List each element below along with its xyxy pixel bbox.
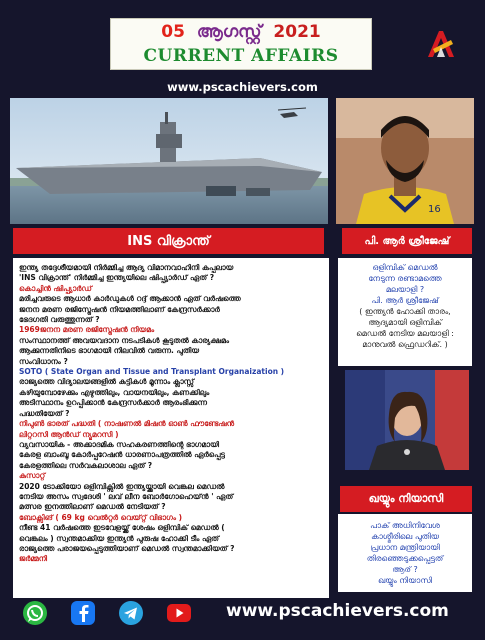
telegram-icon[interactable] [118,600,144,626]
sreejesh-photo [336,98,474,224]
question-text: കാശ്മീരിലെ പുതിയ [371,532,439,541]
question-text: 'INS വിക്രാന്ത്' നിർമ്മിച്ച ഇന്ത്യയിലെ ഷിപ്പ്യാർഡ് ഏത് ? [19,273,215,283]
header-date [111,22,371,42]
sreejesh-info-panel [338,258,472,366]
question-text: ഖയ്യും നിയാസി [377,576,433,585]
sreejesh-info-text [338,258,472,350]
question-text: കഴിയുമ്പോഴേക്കും എഴുത്തിലും, വായനയിലും, കണക്കിലും [19,387,210,397]
question-text: തിരഞ്ഞെടുക്കപ്പെട്ടത് [366,554,444,563]
question-text: ഭേദഗതി വരുത്തുന്നത് ? [19,315,100,325]
answer-text: കൊച്ചിൻ ഷിപ്പ്യാർഡ് [19,283,92,293]
youtube-icon[interactable] [166,600,192,626]
question-text: ആക്കുന്നതിനിടെ ഭാഗമായി നിലവിൽ വരുന്ന. പുതിയ [19,346,200,356]
date-year: 2021 [273,22,321,42]
facebook-icon[interactable] [70,600,96,626]
question-text: ജനന മരണ രജിസ്ട്രേഷൻ നിയമത്തിലാണ് കേന്ദ്രസർക്കാർ [19,304,220,314]
question-text: പി. ആർ ശ്രീജേഷ് [371,296,439,305]
question-text: മലയാളി ? [385,285,425,294]
question-text: കേരളത്തിലെ സർവകലാശാല ഏത് ? [19,460,153,470]
question-text: നേടുന്ന രണ്ടാമത്തെ [368,274,442,283]
answer-text: കുസാറ്റ് [19,471,46,481]
question-text: മരിച്ചവരുടെ ആധാർ കാർഡുകൾ റദ്ദ് ആക്കാൻ ഏത് വർഷത്തെ [19,294,241,304]
question-text: ആര് ? [392,565,418,574]
question-text: വ്യവസായിക - അക്കാദമിക സഹകരണത്തിന്റെ ഭാഗമായി [19,439,219,449]
question-text: നീണ്ട 41 വർഷത്തെ ഇടവേളയ്ക്ക് ശേഷം ഒളിമ്പിക് മെഡൽ ( [19,523,225,533]
question-text: ആദ്യമായി ഒളിമ്പിക് [368,318,442,327]
question-text: സംവിധാനം ? [19,356,68,366]
whatsapp-icon[interactable] [22,600,48,626]
brand-logo-icon [424,27,458,61]
svg-text:16: 16 [428,204,441,215]
question-text: നേടിയ അസം സ്വദേശി ' ലവ്‌ ലീന ബോർഗോഹെയ്ൻ ' ഏത് [19,491,234,501]
questions-panel [13,258,329,598]
question-text: സംസ്ഥാനത്ത് അവയവദാന നടപടികൾ കൂടുതൽ കാര്യക്ഷമം [19,335,229,345]
khayyum-info-panel [338,514,472,592]
question-text: മാനുവൽ ഫ്രെഡറിക്. ) [362,340,448,349]
date-month: ആഗസ്റ്റ് [196,22,262,42]
question-text: വെങ്കലം ) സ്വന്തമാക്കിയ ഇന്ത്യൻ പുരുഷ ഹോക്കി ടീം ഏത് [19,533,220,543]
question-text: പദ്ധതിയേത് ? [19,408,70,418]
website-link-top[interactable]: www.pscachievers.com [167,80,318,94]
question-text: ഇന്ത്യ തദ്ദേശീയമായി നിർമ്മിച്ച ആദ്യ വിമാനവാഹിനി കപ്പലായ [19,263,234,272]
khayyum-info-text [338,514,472,586]
question-text: SOTO ( State Organ and Tissue and Transplant Organaization ) [19,367,285,377]
question-text: 2020 ടോക്കിയോ ഒളിമ്പിക്സിൽ ഇന്ത്യയ്ക്കായി വെങ്കല മെഡൽ [19,481,225,491]
question-text: ( ഇന്ത്യൻ ഹോക്കി താരം, [359,307,451,316]
question-text: രാജ്യത്തെ വിദ്യാലയങ്ങളിൽ കുട്ടികൾ മൂന്നാം ക്ലാസ്സ് [19,377,194,387]
answer-text: ലിറ്ററസി ആൻഡ് ന്യൂമറസി ) [19,429,119,439]
question-text: മെഡൽ നേടിയ മലയാളി : [356,329,454,338]
ins-vikrant-label: INS വിക്രാന്ത് [13,228,324,254]
answer-text: നിപുൺ ഭാരത് പദ്ധതി ( നാഷണൽ മിഷൻ ഓൺ ഫൗണ്ടേഷൻ [19,419,235,429]
question-text: പ്രധാന മന്ത്രിയായി [370,543,440,552]
question-text: രാജ്യത്തെ പരാജയപ്പെടുത്തിയാണ് മെഡൽ സ്വന്തമാക്കിയത് ? [19,543,235,553]
question-text: ഒളിമ്പിക് മെഡൽ [372,263,438,272]
khayyum-niazi-label: ഖയ്യും നിയാസി [340,486,472,512]
khayyum-niazi-photo [345,370,469,470]
answer-text: 1969ജനന മരണ രജിസ്ട്രേഷൻ നിയമം [19,325,155,335]
website-link-bottom[interactable]: www.pscachievers.com [226,601,449,621]
question-text: കേരള ബാംബൂ കോർപ്പറേഷൻ ധാരണാപത്രത്തിൽ ഏർപ്പെട്ട [19,450,225,460]
question-text: പാക് അധിനിവേശ [370,521,440,530]
sreejesh-label: പി. ആർ ശ്രീജേഷ് [342,228,472,254]
ins-vikrant-photo [10,98,328,224]
question-text: അടിസ്ഥാനം ഉറപ്പിക്കാൻ കേന്ദ്രസർക്കാർ ആരംഭിക്കുന്ന [19,398,207,408]
page-title: CURRENT AFFAIRS [143,46,339,66]
date-day: 05 [161,22,185,42]
answer-text: ജർമ്മനി [19,554,48,564]
question-text: മത്സര ഇനത്തിലാണ് മെഡൽ നേടിയത് ? [19,502,166,512]
answer-text: ബോക്സിങ് ( 69 kg വെൽറ്റർ വെയ്റ്റ് വിഭാഗം ) [19,512,183,522]
header-box [110,18,372,70]
questions-list [19,263,325,565]
